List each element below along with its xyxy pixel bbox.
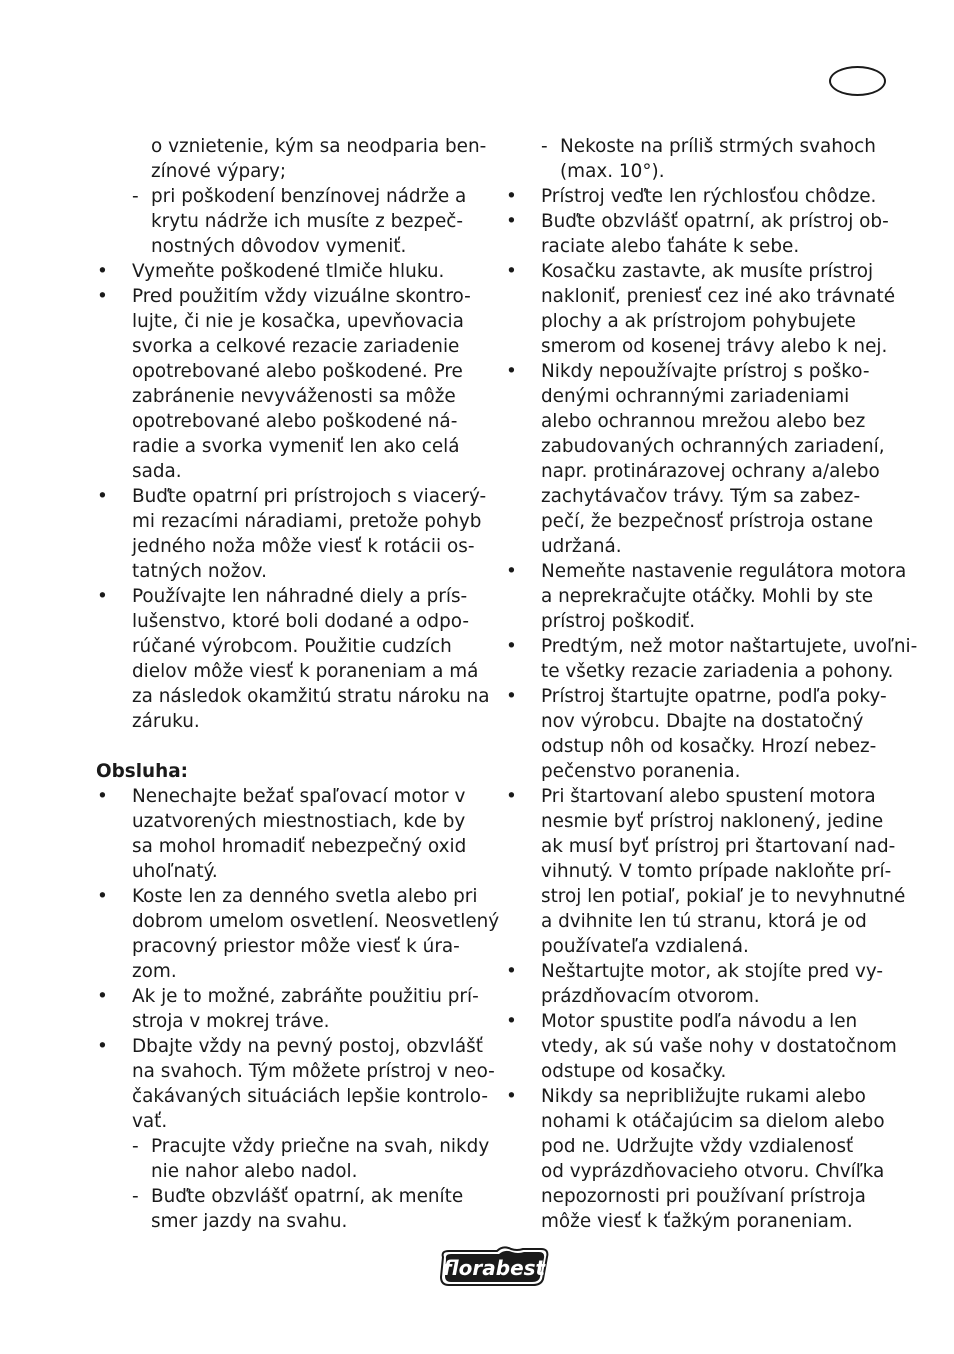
text-line: vtedy, ak sú vaše nohy v dostatočnom [541,1036,897,1057]
text-line: • Vymeňte poškodené tlmiče hluku. [132,261,445,282]
right-column [505,134,918,1234]
text-line: napr. protinárazovej ochrany a/alebo [541,461,880,482]
bullet-item [96,484,488,584]
bullet-item [505,634,918,684]
text-line: • Ak je to možné, zabráňte použitiu prí- [132,986,479,1007]
text-line: ak musí byť prístroj pri štartovaní nad- [541,836,896,857]
text-line: • Nemeňte nastavenie regulátora motora [541,561,907,582]
text-line: • Dbajte vždy na pevný postoj, obzvlášť [132,1036,483,1057]
bullet-item [96,784,488,884]
text-line: od vyprázdňovacieho otvoru. Chvíľka [541,1161,885,1182]
text-line: udržaná. [541,536,622,557]
bullet-item [505,259,895,359]
text-line: nostných dôvodov vymeniť. [151,236,407,257]
text-line: dobrom umelom osvetlení. Neosvetlený [132,911,500,932]
text-line: sada. [132,461,182,482]
text-line: rúčané výrobcom. Použitie cudzích [132,636,452,657]
text-line: te všetky rezacie zariadenia a pohony. [541,661,894,682]
text-line: pečí, že bezpečnosť prístroja ostane [541,511,874,532]
bullet-item [505,359,895,559]
bullet-item [96,1034,495,1134]
text-line: plochy a ak prístrojom pohybujete [541,311,856,332]
text-line: pečenstvo poranenia. [541,761,741,782]
text-line: Obsluha: [96,761,188,782]
text-line: zom. [132,961,177,982]
text-line: • Nikdy sa nepribližujte rukami alebo [541,1086,866,1107]
bullet-item [505,1009,895,1084]
bullet-item [96,259,488,284]
text-line: a dvihnite len tú stranu, ktorá je od [541,911,867,932]
text-line: zachytávačov trávy. Tým sa zabez- [541,486,861,507]
text-line: zabránenie nevyváženosti sa môže [132,386,456,407]
text-line: - Nekoste na príliš strmých svahoch [560,136,876,157]
text-line: opotrebované alebo poškodené ná- [132,411,458,432]
language-badge [829,66,886,96]
text-line: sa mohol hromadiť nebezpečný oxid [132,836,467,857]
text-line: - pri poškodení benzínovej nádrže a [151,186,467,207]
text-line: stroja v mokrej tráve. [132,1011,330,1032]
text-line: tatných nožov. [132,561,267,582]
text-line: • Nenechajte bežať spaľovací motor v [132,786,466,807]
text-line: nie nahor alebo nadol. [151,1161,358,1182]
dash-item [96,1134,488,1184]
text-line: jedného noža môže viesť k rotácii os- [132,536,475,557]
text-line: smerom od kosenej trávy alebo k nej. [541,336,888,357]
text-line: používateľa vzdialená. [541,936,749,957]
dash-item [505,134,895,184]
text-line: raciate alebo ťaháte k sebe. [541,236,800,257]
text-line: dielov môže viesť k poraneniam a má [132,661,479,682]
text-line: pod ne. Udržujte vždy vzdialenosť [541,1136,854,1157]
text-line: krytu nádrže ich musíte z bezpeč- [151,211,464,232]
text-line: nesmie byť prístroj naklonený, jedine [541,811,884,832]
text-line: • Pred použitím vždy vizuálne skontro- [132,286,471,307]
text-line: • Pri štartovaní alebo spustení motora [541,786,876,807]
text-line: uhoľnatý. [132,861,218,882]
bullet-item [505,684,895,784]
text-line: nov výrobcu. Dbajte na dostatočný [541,711,864,732]
text-line: (max. 10°). [560,161,665,182]
section-heading [96,759,488,784]
text-line: vihnutý. V tomto prípade nakloňte prí- [541,861,892,882]
bullet-item [505,784,906,959]
text-line: zabudovaných ochranných zariadení, [541,436,885,457]
text-line: nakloniť, preniesť cez iné ako trávnaté [541,286,896,307]
text-line: prístroj poškodiť. [541,611,696,632]
text-line: lujte, či nie je kosačka, upevňovacia [132,311,464,332]
text-line: opotrebované alebo poškodené. Pre [132,361,463,382]
continued-text [96,134,488,184]
text-line: • Buďte opatrní pri prístrojoch s viacerý- [132,486,487,507]
text-line: • Prístroj veďte len rýchlosťou chôdze. [541,186,877,207]
text-line: • Používajte len náhradné diely a prís- [132,586,468,607]
text-line: čakávaných situáciách lepšie kontrolo- [132,1086,489,1107]
text-line: o vznietenie, kým sa neodparia ben- [151,136,487,157]
text-line: stroj len potiaľ, pokiaľ je to nevyhnutné [541,886,906,907]
florabest-logo [437,1245,551,1289]
text-line: a neprekračujte otáčky. Mohli by ste [541,586,874,607]
text-line: vať. [132,1111,168,1132]
text-line: za následok okamžitú stratu nároku na [132,686,490,707]
text-line: • Kosačku zastavte, ak musíte prístroj [541,261,874,282]
text-line: nohami k otáčajúcim sa dielom alebo [541,1111,885,1132]
text-line: • Predtým, než motor naštartujete, uvoľni- [541,636,918,657]
bullet-item [505,184,895,209]
text-line: prázdňovacím otvorom. [541,986,760,1007]
bullet-item [96,284,488,484]
bullet-item [505,1084,895,1234]
text-line: - Pracujte vždy priečne na svah, nikdy [151,1136,490,1157]
text-line: radie a svorka vymeniť len ako celá [132,436,460,457]
text-line: odstup nôh od kosačky. Hrozí nebez- [541,736,877,757]
text-line: môže viesť k ťažkým poraneniam. [541,1211,853,1232]
text-line: • Prístroj štartujte opatrne, podľa poky- [541,686,887,707]
bullet-item [96,884,500,984]
bullet-item [96,584,488,734]
bullet-item [505,209,895,259]
text-line: denými ochrannými zariadeniami [541,386,850,407]
text-line: na svahoch. Tým môžete prístroj v neo- [132,1061,495,1082]
logo-text: florabest [442,1256,546,1280]
text-line: • Neštartujte motor, ak stojíte pred vy- [541,961,884,982]
text-line: • Motor spustite podľa návodu a len [541,1011,858,1032]
text-line: zínové výpary; [151,161,287,182]
text-line: lušenstvo, ktoré boli dodané a odpo- [132,611,469,632]
text-line: odstupe od kosačky. [541,1061,727,1082]
text-line: svorka a celkové rezacie zariadenie [132,336,460,357]
text-line: mi rezacími náradiami, pretože pohyb [132,511,482,532]
text-line: • Nikdy nepoužívajte prístroj s poško- [541,361,870,382]
text-line: nepozornosti pri používaní prístroja [541,1186,866,1207]
dash-item [96,184,488,259]
text-line: pracovný priestor môže viesť k úra- [132,936,460,957]
left-column [96,134,500,1234]
bullet-item [505,959,895,1009]
text-line: smer jazdy na svahu. [151,1211,348,1232]
text-line: • Koste len za denného svetla alebo pri [132,886,478,907]
text-line: - Buďte obzvlášť opatrní, ak meníte [151,1186,464,1207]
text-line: záruku. [132,711,200,732]
bullet-item [505,559,907,634]
dash-item [96,1184,488,1234]
text-line: • Buďte obzvlášť opatrní, ak prístroj ob- [541,211,889,232]
text-line: alebo ochrannou mrežou alebo bez [541,411,866,432]
text-line: uzatvorených miestnostiach, kde by [132,811,466,832]
bullet-item [96,984,488,1034]
